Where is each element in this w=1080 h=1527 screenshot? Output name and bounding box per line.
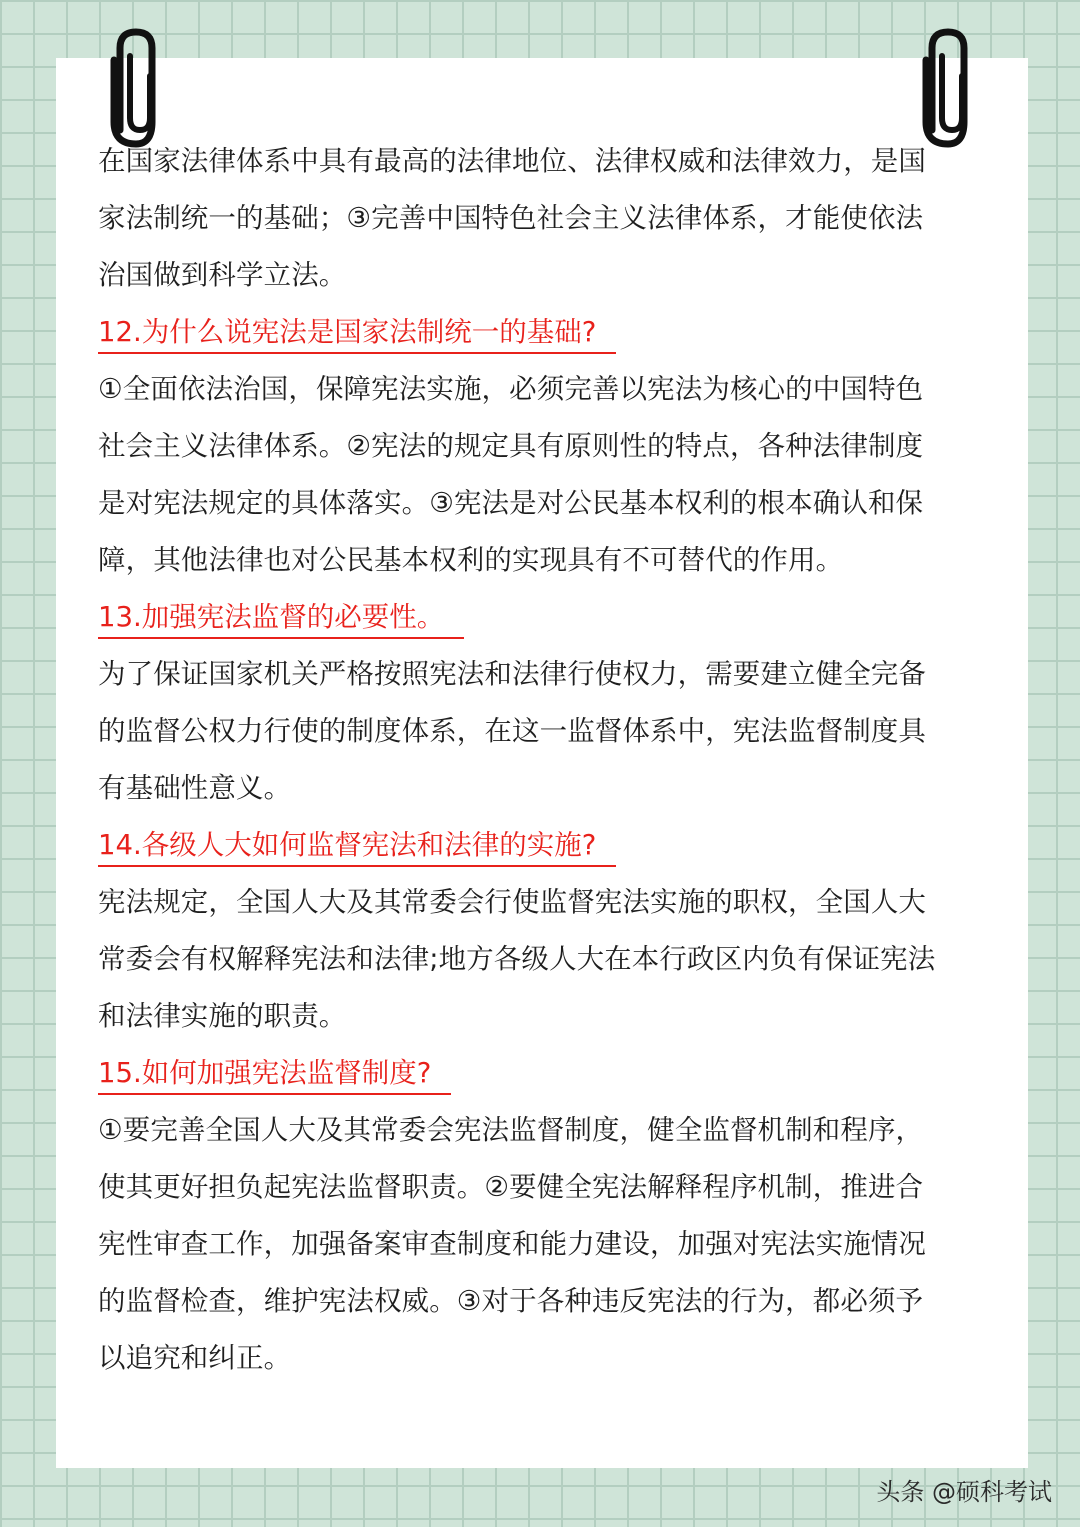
section-heading bbox=[98, 1045, 988, 1102]
paragraph-line: 宪法规定，全国人大及其常委会行使监督宪法实施的职权，全国人大 bbox=[98, 886, 926, 918]
paragraph-line: 的监督公权力行使的制度体系，在这一监督体系中，宪法监督制度具 bbox=[98, 715, 926, 747]
paragraph-line: 障，其他法律也对公民基本权利的实现具有不可替代的作用。 bbox=[98, 544, 844, 576]
section-heading bbox=[98, 589, 988, 646]
paperclip-icon bbox=[106, 26, 170, 150]
section-heading bbox=[98, 817, 988, 874]
paragraph-line: 以追究和纠正。 bbox=[98, 1342, 292, 1374]
paragraph-line: 常委会有权解释宪法和法律;地方各级人大在本行政区内负有保证宪法 bbox=[98, 943, 936, 975]
paragraph-line: 和法律实施的职责。 bbox=[98, 1000, 347, 1032]
paragraph-line: 有基础性意义。 bbox=[98, 772, 292, 804]
document-body bbox=[98, 133, 988, 1387]
watermark: 头条 @硕科考试 bbox=[876, 1478, 1052, 1506]
section-heading-text: 15.如何加强宪法监督制度? bbox=[98, 1053, 451, 1095]
paragraph-line: 社会主义法律体系。②宪法的规定具有原则性的特点，各种法律制度 bbox=[98, 430, 924, 462]
section-heading-text: 12.为什么说宪法是国家法制统一的基础? bbox=[98, 312, 616, 354]
paragraph-line: 在国家法律体系中具有最高的法律地位、法律权威和法律效力，是国 bbox=[98, 145, 926, 177]
paragraph-line: 家法制统一的基础；③完善中国特色社会主义法律体系，才能使依法 bbox=[98, 202, 924, 234]
paragraph-line: 治国做到科学立法。 bbox=[98, 259, 347, 291]
section-heading-text: 14.各级人大如何监督宪法和法律的实施? bbox=[98, 825, 616, 867]
paragraph-line: 是对宪法规定的具体落实。③宪法是对公民基本权利的根本确认和保 bbox=[98, 487, 924, 519]
section-heading bbox=[98, 304, 988, 361]
paragraph-line: 宪性审查工作，加强备案审查制度和能力建设，加强对宪法实施情况 bbox=[98, 1228, 926, 1260]
paragraph-line: 使其更好担负起宪法监督职责。②要健全宪法解释程序机制，推进合 bbox=[98, 1171, 924, 1203]
paragraph-line: ①要完善全国人大及其常委会宪法监督制度，健全监督机制和程序， bbox=[98, 1114, 924, 1146]
section-heading-text: 13.加强宪法监督的必要性。 bbox=[98, 597, 464, 639]
paperclip-icon bbox=[918, 26, 982, 150]
paragraph-line: ①全面依法治国，保障宪法实施，必须完善以宪法为核心的中国特色 bbox=[98, 373, 924, 405]
paragraph-line: 的监督检查，维护宪法权威。③对于各种违反宪法的行为，都必须予 bbox=[98, 1285, 924, 1317]
paragraph-line: 为了保证国家机关严格按照宪法和法律行使权力，需要建立健全完备 bbox=[98, 658, 926, 690]
